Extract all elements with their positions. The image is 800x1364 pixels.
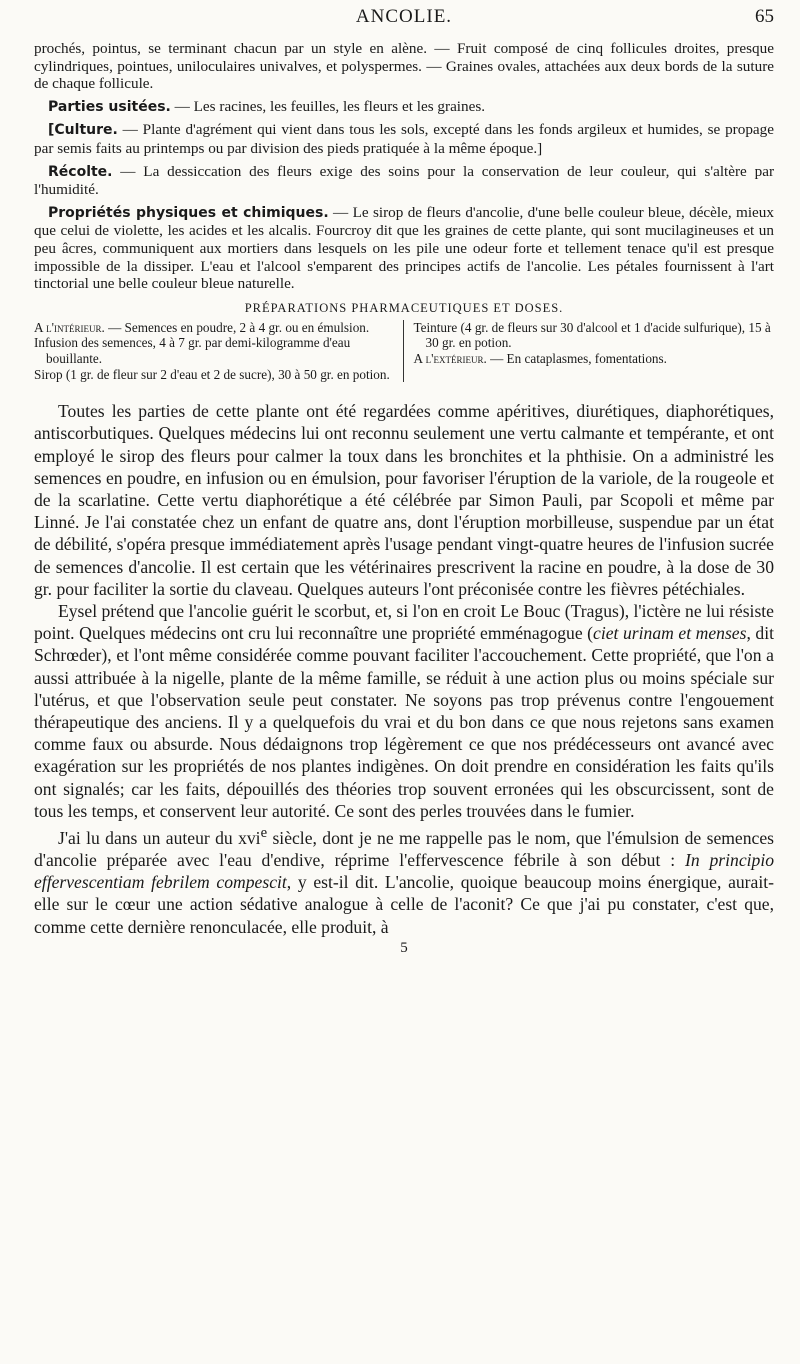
page-number: 65 <box>755 6 774 27</box>
proprietes: Propriétés physiques et chimiques. — Le sirop de fleurs d'ancolie, d'une belle couleur bleue, décèle, mieux que celui de violette, les acides et les alcalis. Fourcroy dit que les graines de cette plante, qui sont mucilagineuses et un peu âcres, communiquent aux mortiers dans lesquels on les pile une odeur forte et tellement tenace qu'il est presque impossible de la dissiper. L'eau et l'alcool s'emparent des principes actifs de l'ancolie. Les pétales fournissent à l'art tinctorial une belle couleur bleue naturelle. <box>34 203 774 293</box>
section-heading: Récolte. <box>48 163 113 180</box>
section-heading: Parties usitées. <box>48 98 171 115</box>
botanical-description <box>34 40 774 293</box>
preparations-table <box>34 320 774 382</box>
main-text <box>34 400 774 938</box>
preparations-left-column <box>34 320 403 382</box>
prep-item: Teinture (4 gr. de fleurs sur 30 d'alcool et 1 d'acide sulfurique), 15 à 30 gr. en potion. <box>413 319 771 351</box>
preparations-title: PRÉPARATIONS PHARMACEUTIQUES ET DOSES. <box>244 300 564 315</box>
recolte: Récolte. — La dessiccation des fleurs exige des soins pour la conservation de leur couleur, qui s'altère par l'humidité. <box>34 162 774 199</box>
signature-mark: 5 <box>400 939 408 956</box>
prep-item: Infusion des semences, 4 à 7 gr. par demi-kilogramme d'eau bouillante. <box>34 335 351 366</box>
parties-usitees: Parties usitées. — Les racines, les feuilles, les fleurs et les graines. <box>48 97 486 115</box>
culture: [Culture. — Plante d'agrément qui vient dans tous les sols, excepté dans les fonds argileux et humides, se propage par semis faits au printemps ou par division des pieds pratiquée à la même époque.] <box>34 121 774 157</box>
section-heading: Propriétés physiques et chimiques. <box>48 204 329 221</box>
paragraph: J'ai lu dans un auteur du xvi$^e$ siècle, dont je ne me rappelle pas le nom, que l'émulsion de semences d'ancolie préparée avec l'eau d'endive, réprime l'effervescence fébrile à son début : In principio effervescentiam febrilem compescit, y est-il dit. L'ancolie, quoique beaucoup moins énergique, aurait-elle sur le cœur une action sédative analogue à celle de l'aconit? Ce que j'ai pu constater, c'est que, comme cette dernière renonculacée, elle produit, à <box>34 824 775 937</box>
fruit-description: prochés, pointus, se terminant chacun par un style en alène. — Fruit composé de cinq follicules droites, presque cylindriques, pointues, uniloculaires univalves, et polyspermes. — Graines ovales, attachées aux deux bords de la suture de chaque follicule. <box>34 40 774 93</box>
prep-item: Sirop (1 gr. de fleur sur 2 d'eau et 2 de sucre), 30 à 50 gr. en potion. <box>34 366 390 382</box>
running-head <box>34 0 774 40</box>
paragraph: Toutes les parties de cette plante ont été regardées comme apéritives, diurétiques, diaphorétiques, antiscorbutiques. Quelques médecins lui ont reconnu seulement une vertu calmante et tempérante, et ont employé le sirop des fleurs pour calmer la toux dans les bronchites et la phthisie. On a administré les semences en poudre, en infusion ou en émulsion, pour favoriser l'éruption de la variole, de la rougeole et de la scarlatine. Cette vertu diaphorétique a été célébrée par Simon Pauli, par Scopoli et même par Linné. Je l'ai constatée chez un enfant de quatre ans, dont l'éruption morbilleuse, suspendue par un état de débilité, s'opéra presque immédiatement après l'usage pendant vingt-quatre heures de l'infusion sucrée de semences d'ancolie. Il est certain que les vétérinaires prescrivent la racine en poudre, à la dose de 30 gr. pour faciliter la sortie du claveau. Quelques auteurs l'ont préconisée contre les fièvres pétéchiales. <box>34 401 774 599</box>
paragraph: Eysel prétend que l'ancolie guérit le scorbut, et, si l'on en croit Le Bouc (Tragus), l'ictère ne lui résiste point. Quelques médecins ont cru lui reconnaître une propriété emménagogue (ciet urinam et menses, dit Schrœder), et l'ont même considérée comme pouvant faciliter l'accouchement. Cette propriété, que l'on a aussi attribuée à la nigelle, plante de la même famille, se réduit à une action plus ou moins spéciale sur l'utérus, et que l'observation seule peut constater. Ne soyons pas trop prévenus contre l'engouement thérapeutique des anciens. Il y a quelquefois du vrai et du bon dans ce que nous rejetons sans examen comme faux ou absurde. Nous dédaignons trop légèrement ce que nos prédécesseurs ont avancé avec exagération sur les propriétés de nos plantes indigènes. On doit prendre en considération les faits qu'ils ont signalés; car les faits, dépouillés des théories trop souvent erronées qui les obscurcissent, sont de tous les temps, et conservent leur autorité. Ce sont des perles trouvées dans le fumier. <box>34 600 774 821</box>
running-title: ANCOLIE. <box>355 6 453 27</box>
prep-item: A l'extérieur. — En cataplasmes, fomentations. <box>413 350 667 366</box>
prep-item: A l'intérieur. — Semences en poudre, 2 à 4 gr. ou en émulsion. <box>34 319 370 335</box>
preparations-right-column <box>403 320 775 382</box>
section-heading: [Culture. <box>48 122 118 139</box>
